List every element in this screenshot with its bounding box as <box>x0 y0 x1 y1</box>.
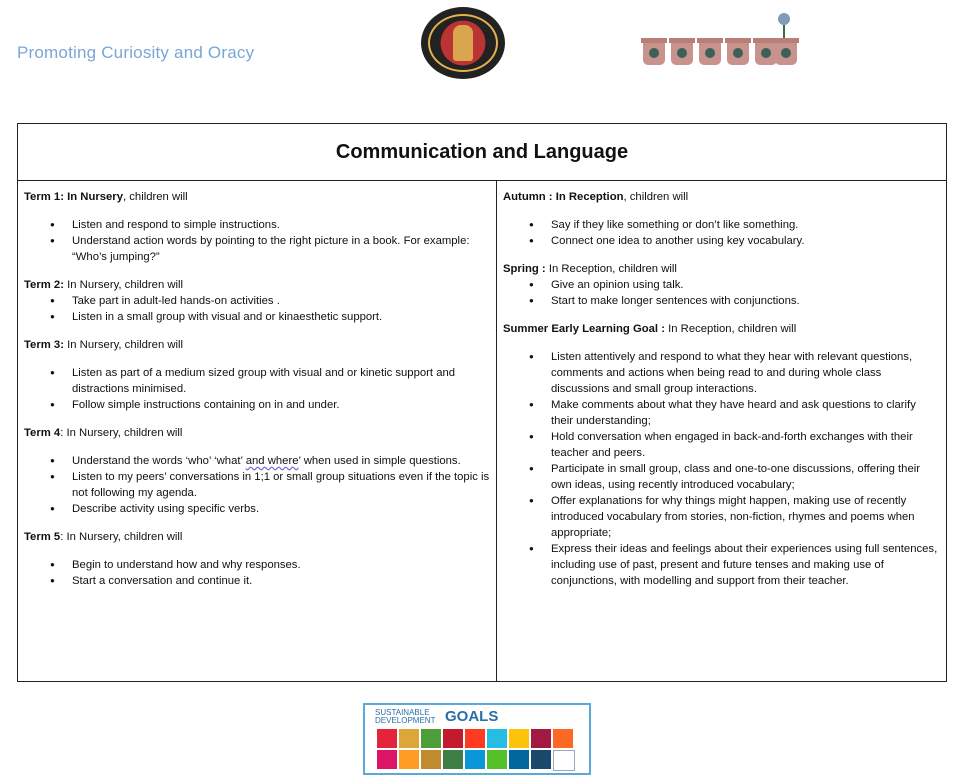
list-item: ● Offer explanations for why things might happen, making use of recently introduced vocabulary from stories, non-fiction, rhymes and poems when appropriate; <box>551 493 940 541</box>
list-item: ● Begin to understand how and why responses. <box>72 557 490 573</box>
sdg-tile <box>465 750 485 769</box>
list-item: ● Give an opinion using talk. <box>551 277 940 293</box>
sdg-tile <box>443 750 463 769</box>
autumn-heading: Autumn : In Reception, children will <box>503 191 689 203</box>
sdg-goals-label: GOALS <box>445 708 499 725</box>
list-item: ● Listen in a small group with visual and or kinaesthetic support. <box>72 309 490 325</box>
flower-pots-image <box>643 13 799 65</box>
sdg-title: SUSTAINABLE DEVELOPMENT <box>375 708 436 725</box>
list-item: ● Take part in adult-led hands-on activities . <box>72 293 490 309</box>
list-item: ● Listen and respond to simple instructions. <box>72 217 490 233</box>
list-item: ● Express their ideas and feelings about their experiences using full sentences, including use of past, present and future tenses and making use of conjunctions, with modelling and support from their teacher. <box>551 541 940 589</box>
sdg-tile <box>553 729 573 748</box>
term2-heading: Term 2: In Nursery, children will <box>24 279 184 291</box>
sdg-tile <box>553 750 575 771</box>
term1-heading: Term 1: In Nursery, children will <box>24 191 188 203</box>
sdg-tile <box>377 729 397 748</box>
summer-heading: Summer Early Learning Goal : In Reception, children will <box>503 323 797 335</box>
sdg-tile <box>465 729 485 748</box>
sdg-tile <box>399 729 419 748</box>
nursery-column <box>18 181 497 681</box>
sdg-tile <box>443 729 463 748</box>
sdg-tile <box>487 750 507 769</box>
curriculum-table <box>17 123 947 682</box>
table-title: Communication and Language <box>18 124 946 181</box>
school-logo <box>421 7 505 79</box>
page-header-title: Promoting Curiosity and Oracy <box>17 43 255 62</box>
list-item: ● Say if they like something or don’t like something. <box>551 217 940 233</box>
term4-heading: Term 4: In Nursery, children will <box>24 427 183 439</box>
list-item: ● Listen to my peers’ conversations in 1;1 or small group situations even if the topic is not following my agenda. <box>72 469 490 501</box>
sdg-tile <box>509 729 529 748</box>
term5-heading: Term 5: In Nursery, children will <box>24 531 183 543</box>
list-item: ● Listen as part of a medium sized group with visual and or kinetic support and distractions minimised. <box>72 365 490 397</box>
sdg-tile <box>487 729 507 748</box>
sdg-tile <box>399 750 419 769</box>
list-item: ● Start a conversation and continue it. <box>72 573 490 589</box>
list-item: ● Follow simple instructions containing on in and under. <box>72 397 490 413</box>
list-item: ● Start to make longer sentences with conjunctions. <box>551 293 940 309</box>
sdg-tile-grid <box>377 729 573 771</box>
list-item: ● Connect one idea to another using key vocabulary. <box>551 233 940 249</box>
reception-column <box>497 181 946 681</box>
list-item: ● Participate in small group, class and one-to-one discussions, offering their own ideas, using recently introduced vocabulary; <box>551 461 940 493</box>
list-item: ● Hold conversation when engaged in back-and-forth exchanges with their teacher and peers. <box>551 429 940 461</box>
list-item: ● Understand the words ‘who’ ‘what’ and where’ when used in simple questions. <box>72 453 490 469</box>
sdg-tile <box>531 750 551 769</box>
list-item: ● Listen attentively and respond to what they hear with relevant questions, comments and actions when being read to and during whole class discussions and small group interactions. <box>551 349 940 397</box>
sdg-tile <box>421 729 441 748</box>
sdg-tile <box>531 729 551 748</box>
sdg-tile <box>421 750 441 769</box>
sdg-tile <box>509 750 529 769</box>
sdg-tile <box>377 750 397 769</box>
list-item: ● Make comments about what they have heard and ask questions to clarify their understanding; <box>551 397 940 429</box>
list-item: ● Describe activity using specific verbs. <box>72 501 490 517</box>
list-item: ● Understand action words by pointing to the right picture in a book. For example: “Who’s jumping?” <box>72 233 490 265</box>
spring-heading: Spring : In Reception, children will <box>503 263 677 275</box>
term3-heading: Term 3: In Nursery, children will <box>24 339 184 351</box>
sdg-goals-image <box>363 703 591 775</box>
